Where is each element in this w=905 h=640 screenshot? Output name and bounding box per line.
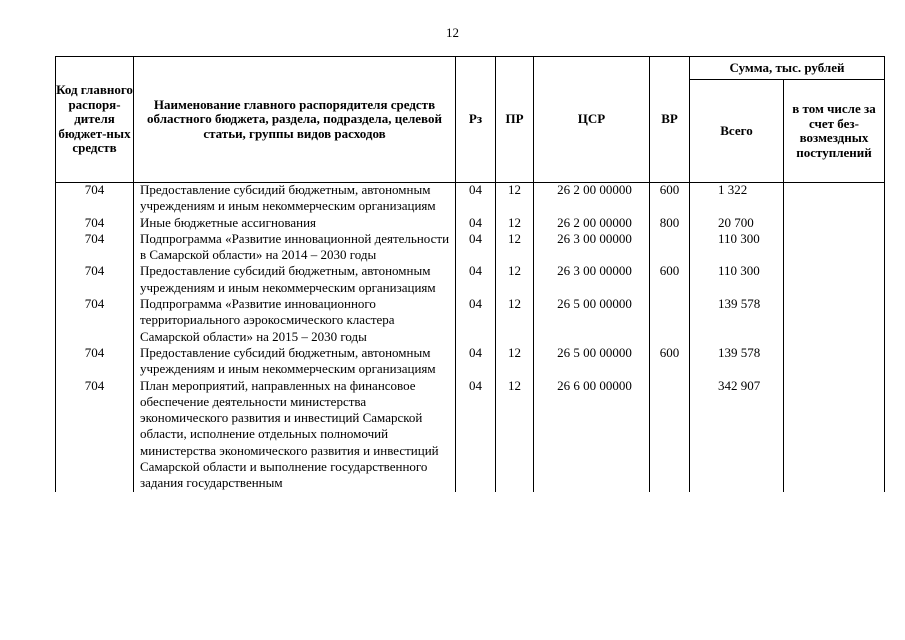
cell-rz: 04 bbox=[456, 182, 496, 215]
header-csr: ЦСР bbox=[534, 57, 650, 183]
cell-code: 704 bbox=[56, 345, 134, 378]
cell-vr: 600 bbox=[650, 345, 690, 378]
cell-csr: 26 2 00 00000 bbox=[534, 215, 650, 231]
table-row bbox=[56, 263, 885, 296]
header-free: в том числе за счет без-возмездных поступлений bbox=[784, 80, 885, 183]
table-row bbox=[56, 231, 885, 264]
cell-vr bbox=[650, 231, 690, 264]
cell-total: 342 907 bbox=[690, 378, 784, 492]
cell-name: Предоставление субсидий бюджетным, автономным учреждениям и иным некоммерческим организациям bbox=[140, 263, 436, 295]
cell-total: 110 300 bbox=[690, 263, 784, 296]
cell-pr: 12 bbox=[496, 182, 534, 215]
table-body bbox=[55, 182, 885, 492]
cell-free bbox=[784, 182, 885, 215]
cell-code: 704 bbox=[56, 215, 134, 231]
cell-name: Подпрограмма «Развитие инновационной деятельности в Самарской области» на 2014 – 2030 годы bbox=[140, 230, 450, 263]
cell-csr: 26 3 00 00000 bbox=[534, 231, 650, 264]
header-rz: Рз bbox=[456, 57, 496, 183]
cell-vr bbox=[650, 296, 690, 345]
cell-name: План мероприятий, направленных на финансовое обеспечение деятельности министерства экономического развития и инвестиций Самарской области, исполнение отдельных полномочий министерства экономического развития и инвестиций Самарской области и выполнение государственного задания государственным bbox=[140, 377, 439, 491]
cell-pr: 12 bbox=[496, 231, 534, 264]
cell-code: 704 bbox=[56, 296, 134, 345]
cell-name: Предоставление субсидий бюджетным, автономным учреждениям и иным некоммерческим организациям bbox=[140, 182, 436, 214]
cell-total: 139 578 bbox=[690, 345, 784, 378]
cell-free bbox=[784, 231, 885, 264]
cell-vr bbox=[650, 378, 690, 492]
cell-vr: 800 bbox=[650, 215, 690, 231]
cell-free bbox=[784, 378, 885, 492]
cell-rz: 04 bbox=[456, 378, 496, 492]
table-row bbox=[56, 378, 885, 492]
cell-total: 1 322 bbox=[690, 182, 784, 215]
cell-pr: 12 bbox=[496, 215, 534, 231]
cell-csr: 26 2 00 00000 bbox=[534, 182, 650, 215]
cell-csr: 26 3 00 00000 bbox=[534, 263, 650, 296]
table-header bbox=[55, 56, 885, 183]
cell-csr: 26 6 00 00000 bbox=[534, 378, 650, 492]
cell-pr: 12 bbox=[496, 378, 534, 492]
header-name: Наименование главного распорядителя средств областного бюджета, раздела, подраздела, целевой статьи, группы видов расходов bbox=[134, 57, 456, 183]
table-row bbox=[56, 182, 885, 215]
table-row bbox=[56, 345, 885, 378]
table-row bbox=[56, 215, 885, 231]
header-pr: ПР bbox=[496, 57, 534, 183]
header-total: Всего bbox=[690, 80, 784, 183]
cell-pr: 12 bbox=[496, 263, 534, 296]
page-number: 12 bbox=[446, 25, 459, 40]
cell-rz: 04 bbox=[456, 296, 496, 345]
cell-rz: 04 bbox=[456, 263, 496, 296]
cell-name: Подпрограмма «Развитие инновационного территориального аэрокосмического кластера Самарской области» на 2015 – 2030 годы bbox=[140, 296, 395, 344]
cell-code: 704 bbox=[56, 378, 134, 492]
cell-free bbox=[784, 215, 885, 231]
table-row bbox=[56, 296, 885, 345]
cell-pr: 12 bbox=[496, 345, 534, 378]
cell-code: 704 bbox=[56, 231, 134, 264]
cell-pr: 12 bbox=[496, 296, 534, 345]
cell-name: Предоставление субсидий бюджетным, автономным учреждениям и иным некоммерческим организациям bbox=[140, 344, 436, 377]
cell-vr: 600 bbox=[650, 263, 690, 296]
cell-code: 704 bbox=[56, 263, 134, 296]
cell-free bbox=[784, 263, 885, 296]
cell-total: 20 700 bbox=[690, 215, 784, 231]
header-sum: Сумма, тыс. рублей bbox=[690, 57, 885, 80]
cell-total: 139 578 bbox=[690, 296, 784, 345]
cell-free bbox=[784, 296, 885, 345]
cell-rz: 04 bbox=[456, 231, 496, 264]
cell-vr: 600 bbox=[650, 182, 690, 215]
cell-rz: 04 bbox=[456, 345, 496, 378]
cell-code: 704 bbox=[56, 182, 134, 215]
cell-name: Иные бюджетные ассигнования bbox=[140, 214, 317, 230]
cell-total: 110 300 bbox=[690, 231, 784, 264]
header-code: Код главного распоря-дителя бюджет-ных средств bbox=[56, 57, 134, 183]
cell-rz: 04 bbox=[456, 215, 496, 231]
cell-csr: 26 5 00 00000 bbox=[534, 296, 650, 345]
cell-csr: 26 5 00 00000 bbox=[534, 345, 650, 378]
header-vr: ВР bbox=[650, 57, 690, 183]
cell-free bbox=[784, 345, 885, 378]
